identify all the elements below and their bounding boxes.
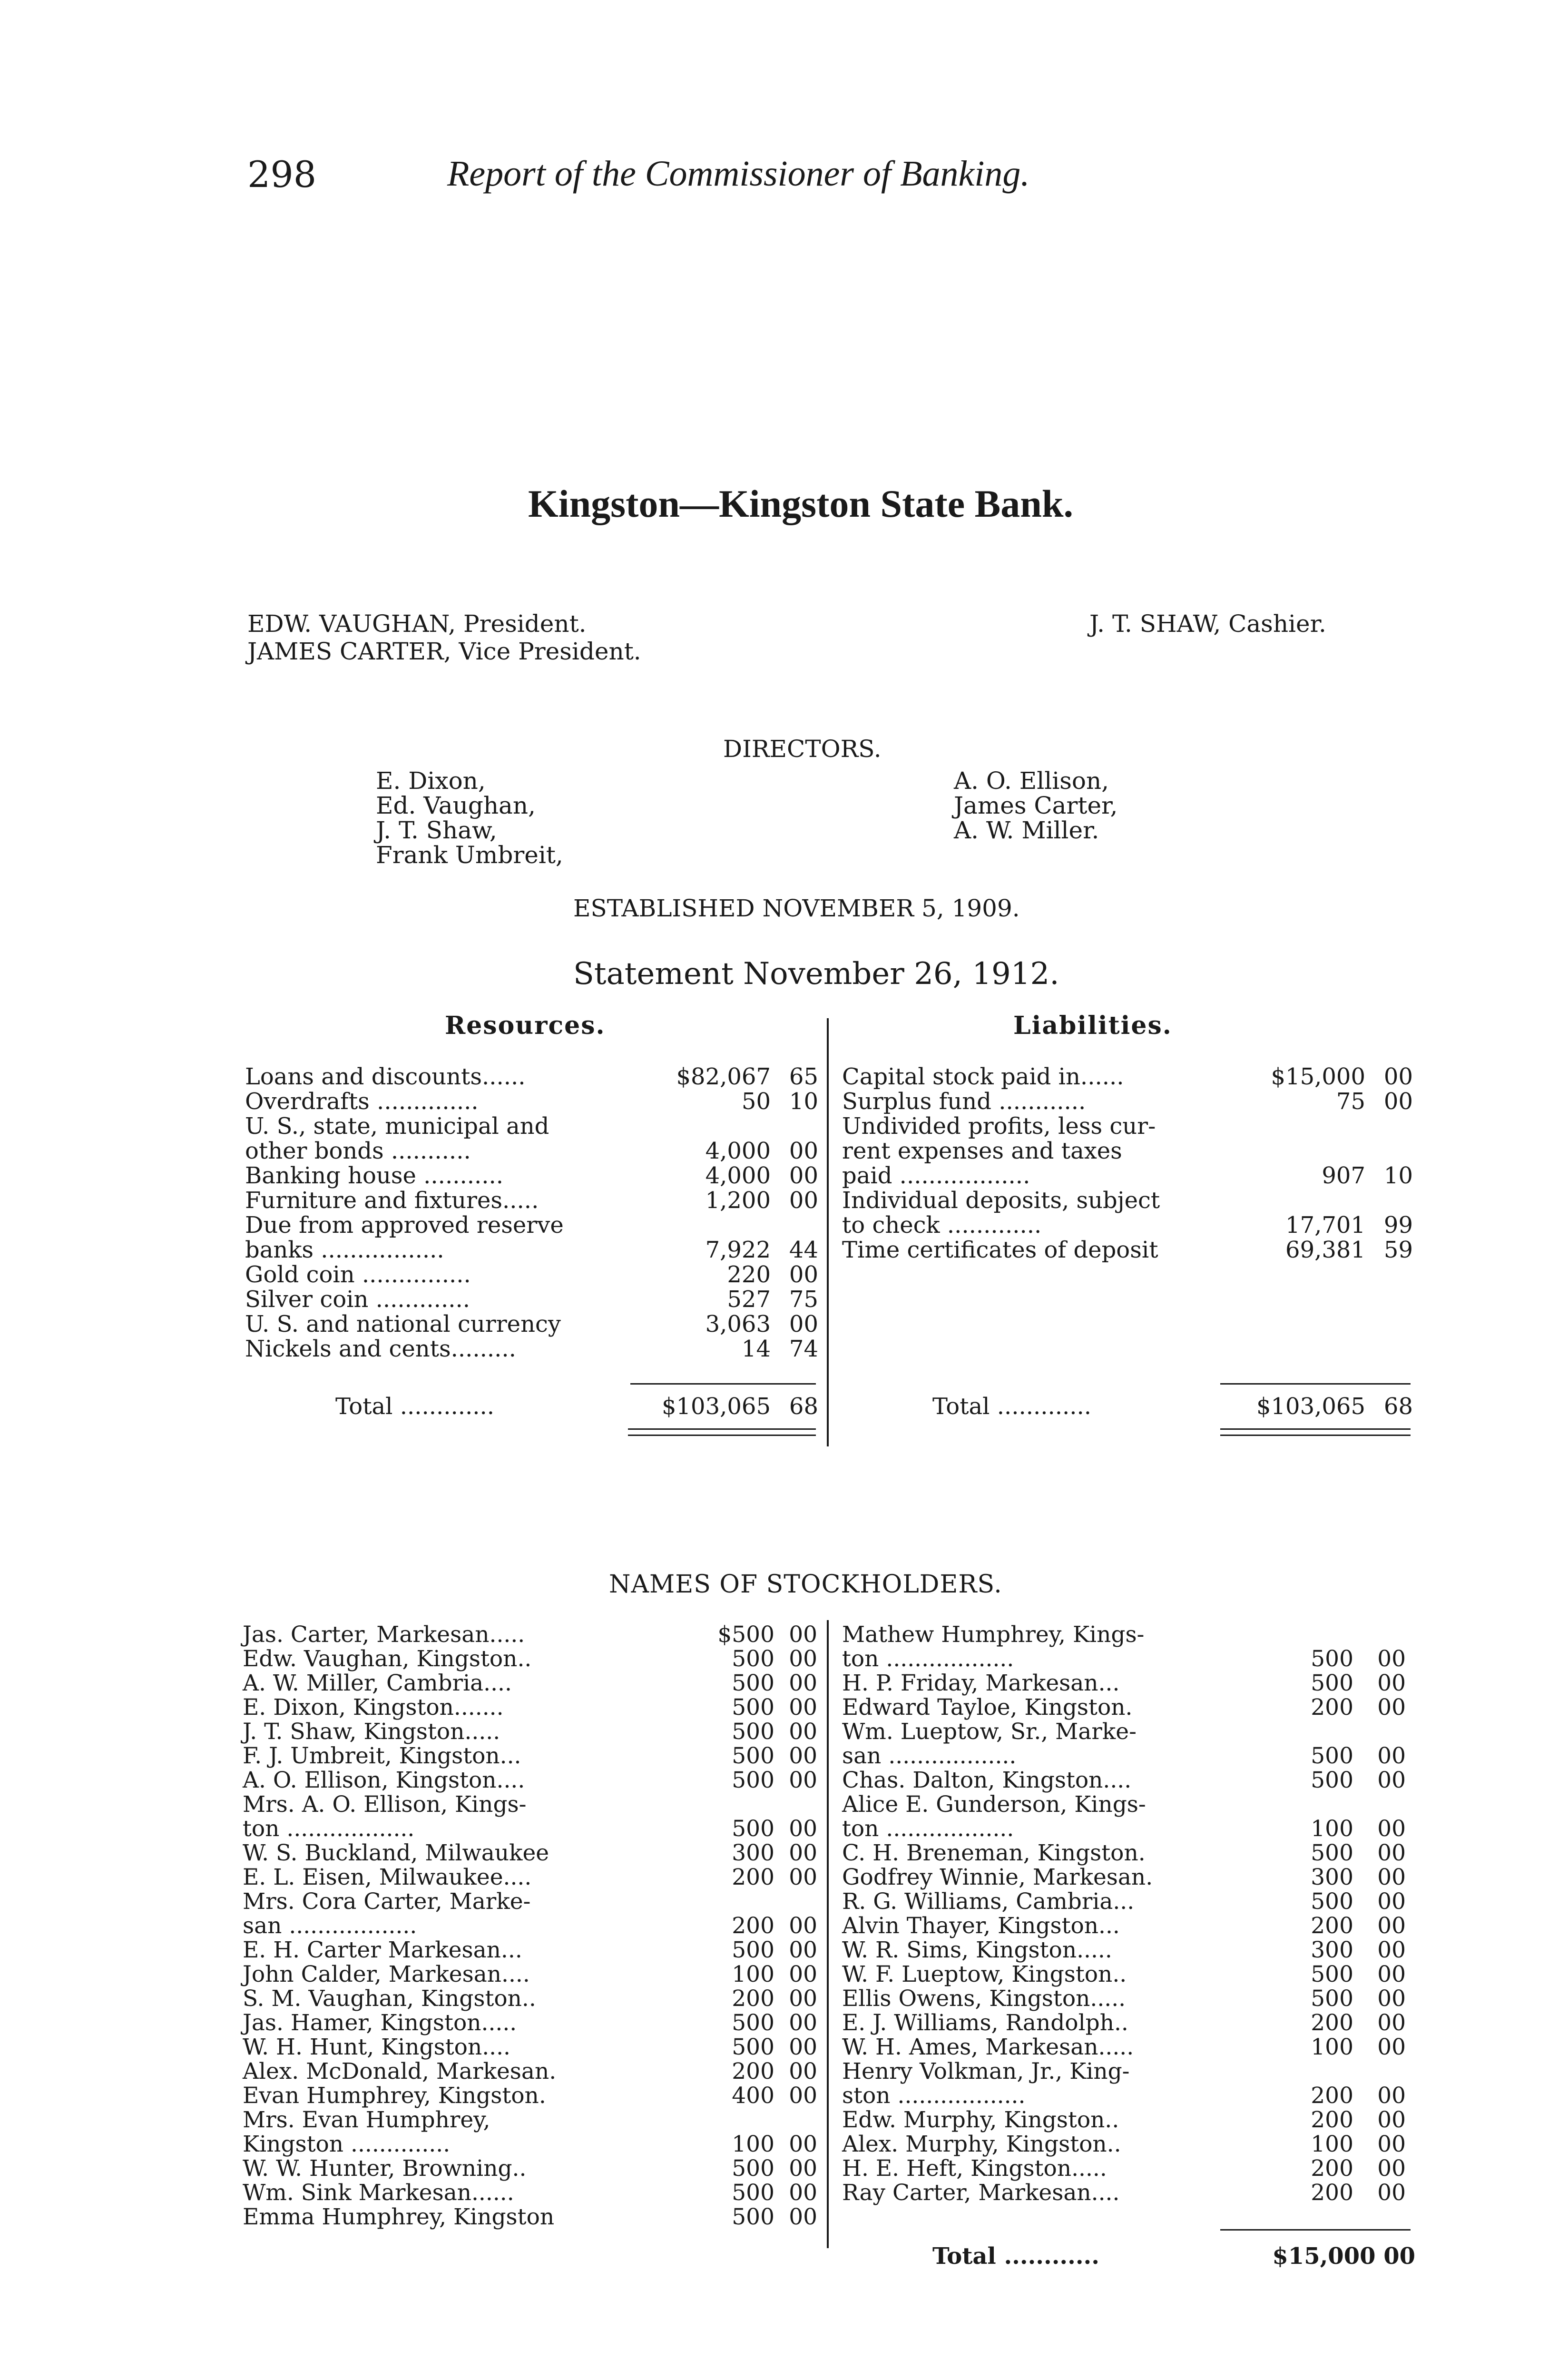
stockholder-row <box>243 1622 817 1647</box>
stockholder-row-cents: 00 <box>789 1646 817 1672</box>
stockholder-row-label: Chas. Dalton, Kingston.... <box>842 1767 1132 1793</box>
stockholder-row-label: Evan Humphrey, Kingston. <box>243 2083 546 2109</box>
resource-row-cents: 10 <box>789 1088 818 1115</box>
stockholder-row-dollars: $500 <box>717 1622 774 1648</box>
stockholder-row-label: E. J. Williams, Randolph.. <box>842 2010 1128 2036</box>
stockholder-row-cents: 00 <box>789 2034 817 2060</box>
resource-row-dollars: 1,200 <box>705 1187 771 1214</box>
resource-row <box>245 1213 818 1238</box>
liability-row <box>842 1114 1413 1139</box>
stockholders-total-rule <box>1220 2229 1411 2231</box>
bank-title: Kingston—Kingston State Bank. <box>528 482 1073 525</box>
stockholder-row-label: A. O. Ellison, Kingston.... <box>243 1767 525 1793</box>
liability-row <box>842 1064 1413 1089</box>
stockholder-row-dollars: 100 <box>1311 1816 1353 1842</box>
liability-row-label: Undivided profits, less cur- <box>842 1113 1156 1140</box>
stockholder-row-label: Alex. Murphy, Kingston.. <box>842 2131 1121 2157</box>
stockholder-row-label: Edward Tayloe, Kingston. <box>842 1694 1133 1720</box>
officers-left <box>247 610 641 665</box>
stockholder-row-label: W. H. Ames, Markesan..... <box>842 2034 1134 2060</box>
liability-row-dollars: 17,701 <box>1285 1212 1365 1239</box>
resource-row-dollars: $82,067 <box>676 1063 771 1090</box>
stockholder-row <box>842 2181 1415 2205</box>
stockholder-row <box>243 2108 817 2132</box>
liabilities-table <box>842 1064 1413 1262</box>
stockholder-row <box>842 1695 1415 1720</box>
stockholder-row-dollars: 500 <box>732 2180 774 2206</box>
stockholder-row <box>243 2084 817 2108</box>
resource-row-dollars: 14 <box>741 1336 771 1362</box>
stockholder-row <box>842 1865 1415 1889</box>
resources-total-row <box>245 1394 818 1419</box>
stockholder-row-cents: 00 <box>1377 2180 1406 2206</box>
stockholder-row <box>243 2156 817 2181</box>
stockholder-row <box>842 2035 1415 2059</box>
stockholder-row <box>243 1744 817 1768</box>
stockholder-row <box>243 2035 817 2059</box>
stockholder-row-cents: 00 <box>1377 1816 1406 1842</box>
stockholder-row-label: ston .................. <box>842 2083 1026 2109</box>
stockholder-row-label: E. L. Eisen, Milwaukee.... <box>243 1864 532 1890</box>
stockholder-row <box>842 1889 1415 1914</box>
liability-row <box>842 1089 1413 1114</box>
resource-row-label: Nickels and cents......... <box>245 1336 516 1362</box>
stockholder-row-label: W. H. Hunt, Kingston.... <box>243 2034 510 2060</box>
stockholder-row-dollars: 200 <box>1311 2010 1353 2036</box>
stockholder-row-cents: 00 <box>1377 1840 1406 1866</box>
resources-table <box>245 1064 818 1361</box>
stockholder-row-label: R. G. Williams, Cambria... <box>842 1888 1135 1915</box>
stockholder-row-cents: 00 <box>1377 2107 1406 2133</box>
stockholders-total-amount: $15,000 00 <box>1272 2243 1415 2270</box>
liability-row-dollars: 75 <box>1336 1088 1365 1115</box>
stockholder-row-label: Edw. Vaughan, Kingston.. <box>243 1646 532 1672</box>
stockholder-row-dollars: 500 <box>732 1694 774 1720</box>
stockholder-row <box>842 2156 1415 2181</box>
liabilities-heading: Liabilities. <box>1013 1011 1172 1040</box>
vice-president: JAMES CARTER, Vice President. <box>247 638 641 665</box>
stockholder-row-dollars: 200 <box>1311 2107 1353 2133</box>
stockholder-row-dollars: 200 <box>1311 1913 1353 1939</box>
liability-row-dollars: $15,000 <box>1271 1063 1365 1090</box>
stockholder-row <box>842 2059 1415 2084</box>
stockholder-row-cents: 00 <box>789 2083 817 2109</box>
resource-row-dollars: 4,000 <box>705 1138 771 1164</box>
liability-row <box>842 1188 1413 1213</box>
stockholder-row-label: Jas. Carter, Markesan..... <box>243 1622 525 1648</box>
stockholder-row-label: Wm. Sink Markesan...... <box>243 2180 514 2206</box>
stockholder-row-dollars: 500 <box>732 1646 774 1672</box>
cashier: J. T. SHAW, Cashier. <box>1089 610 1326 638</box>
resource-row-cents: 00 <box>789 1261 818 1288</box>
stockholder-row-label: John Calder, Markesan.... <box>243 1961 530 1987</box>
stockholder-row-cents: 00 <box>789 1937 817 1963</box>
stockholder-row <box>243 1768 817 1792</box>
resource-row <box>245 1238 818 1262</box>
liability-row-label: Time certificates of deposit <box>842 1237 1158 1263</box>
resource-row-cents: 74 <box>789 1336 818 1362</box>
stockholder-row-label: C. H. Breneman, Kingston. <box>842 1840 1146 1866</box>
stockholder-row <box>842 1744 1415 1768</box>
resource-row-label: U. S., state, municipal and <box>245 1113 549 1140</box>
stockholder-row-label: Alice E. Gunderson, Kings- <box>842 1791 1146 1818</box>
resource-row <box>245 1337 818 1361</box>
stockholder-row-cents: 00 <box>789 1986 817 2012</box>
resource-row-label: Silver coin ............. <box>245 1286 470 1313</box>
stockholder-row-cents: 00 <box>1377 1694 1406 1720</box>
stockholder-row-label: Ellis Owens, Kingston..... <box>842 1986 1126 2012</box>
stockholder-row <box>243 1914 817 1938</box>
resources-double-rule <box>628 1428 816 1436</box>
stockholder-row <box>842 1622 1415 1647</box>
stockholder-row <box>243 2205 817 2229</box>
stockholder-row-cents: 00 <box>1377 2155 1406 2182</box>
stockholder-row-cents: 00 <box>1377 2083 1406 2109</box>
resource-row-dollars: 50 <box>741 1088 771 1115</box>
resource-row-cents: 00 <box>789 1311 818 1337</box>
stockholder-row-label: H. P. Friday, Markesan... <box>842 1670 1120 1696</box>
stockholder-row-cents: 00 <box>1377 1888 1406 1915</box>
stockholders-left <box>243 1622 817 2229</box>
liability-row <box>842 1139 1413 1163</box>
resource-row-label: banks ................. <box>245 1237 444 1263</box>
stockholder-row <box>842 2132 1415 2156</box>
liabilities-total-cents: 68 <box>1383 1393 1413 1420</box>
stockholder-row-label: san .................. <box>842 1743 1017 1769</box>
stockholder-row-cents: 00 <box>789 1767 817 1793</box>
stockholder-row-cents: 00 <box>789 1816 817 1842</box>
resource-row <box>245 1114 818 1139</box>
statement-title: Statement November 26, 1912. <box>573 956 1059 992</box>
stockholder-row-label: Mrs. Evan Humphrey, <box>243 2107 490 2133</box>
stockholder-row-label: J. T. Shaw, Kingston..... <box>243 1719 500 1745</box>
stockholder-row-cents: 00 <box>789 1719 817 1745</box>
resource-row-label: Loans and discounts...... <box>245 1063 526 1090</box>
director: A. W. Miller. <box>954 816 1099 844</box>
stockholder-row <box>842 1720 1415 1744</box>
stockholder-row-label: W. S. Buckland, Milwaukee <box>243 1840 549 1866</box>
stockholder-row-cents: 00 <box>789 1694 817 1720</box>
stockholder-row <box>842 2011 1415 2035</box>
liability-row-dollars: 907 <box>1322 1162 1365 1189</box>
stockholder-row <box>842 1841 1415 1865</box>
directors-left <box>376 767 563 869</box>
stockholder-row-label: Ray Carter, Markesan.... <box>842 2180 1120 2206</box>
stockholder-row-label: E. Dixon, Kingston....... <box>243 1694 504 1720</box>
stockholder-row <box>243 1720 817 1744</box>
stockholder-row-label: Wm. Lueptow, Sr., Marke- <box>842 1719 1137 1745</box>
stockholder-row <box>243 1647 817 1671</box>
stockholder-row-dollars: 500 <box>732 2204 774 2230</box>
liabilities-double-rule <box>1220 1428 1411 1436</box>
stockholder-row-dollars: 500 <box>732 1743 774 1769</box>
stockholder-row <box>842 1671 1415 1695</box>
stockholder-row <box>243 1671 817 1695</box>
stockholder-row-label: F. J. Umbreit, Kingston... <box>243 1743 521 1769</box>
resource-row <box>245 1163 818 1188</box>
running-title: Report of the Commissioner of Banking. <box>447 154 1030 194</box>
resource-row <box>245 1188 818 1213</box>
resource-row <box>245 1287 818 1312</box>
liabilities-subtotal-rule <box>1220 1383 1411 1385</box>
stockholder-row-label: Henry Volkman, Jr., King- <box>842 2058 1130 2084</box>
stockholder-row <box>842 1938 1415 1962</box>
stockholders-right <box>842 1622 1415 2205</box>
resources-subtotal-rule <box>630 1383 816 1385</box>
stockholder-row-label: W. W. Hunter, Browning.. <box>243 2155 527 2182</box>
stockholder-row-label: san .................. <box>243 1913 417 1939</box>
directors-right <box>954 767 1118 844</box>
liability-row-label: paid .................. <box>842 1162 1030 1189</box>
stockholder-row-cents: 00 <box>789 2180 817 2206</box>
stockholder-row-label: A. W. Miller, Cambria.... <box>243 1670 512 1696</box>
stockholder-row <box>842 1792 1415 1817</box>
stockholder-row-cents: 00 <box>789 1622 817 1648</box>
liability-row-label: Individual deposits, subject <box>842 1187 1160 1214</box>
stockholder-row-dollars: 500 <box>732 1719 774 1745</box>
stockholder-row-label: ton .................. <box>842 1646 1014 1672</box>
stockholder-row-dollars: 500 <box>1311 1670 1353 1696</box>
resource-row-label: Due from approved reserve <box>245 1212 564 1239</box>
stockholders-divider <box>827 1620 829 2248</box>
statement-divider <box>827 1018 829 1446</box>
stockholder-row-label: Alex. McDonald, Markesan. <box>243 2058 557 2084</box>
stockholder-row <box>243 2059 817 2084</box>
stockholder-row-dollars: 400 <box>732 2083 774 2109</box>
stockholder-row-label: H. E. Heft, Kingston..... <box>842 2155 1107 2182</box>
stockholder-row-dollars: 200 <box>732 1986 774 2012</box>
stockholder-row-label: Emma Humphrey, Kingston <box>243 2204 555 2230</box>
stockholder-row-label: Mrs. Cora Carter, Marke- <box>243 1888 531 1915</box>
director: J. T. Shaw, <box>376 816 497 844</box>
stockholder-row <box>243 1817 817 1841</box>
stockholder-row-dollars: 500 <box>1311 1767 1353 1793</box>
stockholder-row-label: Godfrey Winnie, Markesan. <box>842 1864 1153 1890</box>
stockholder-row <box>842 2084 1415 2108</box>
stockholder-row <box>842 1768 1415 1792</box>
liability-row-cents: 10 <box>1383 1162 1413 1189</box>
resource-row-cents: 75 <box>789 1286 818 1313</box>
resource-row <box>245 1312 818 1337</box>
stockholder-row <box>842 1914 1415 1938</box>
stockholder-row-dollars: 200 <box>1311 2083 1353 2109</box>
stockholder-row <box>243 1841 817 1865</box>
stockholder-row-cents: 00 <box>1377 1864 1406 1890</box>
resources-total-label: Total ............. <box>335 1393 495 1420</box>
stockholder-row-cents: 00 <box>789 1840 817 1866</box>
stockholders-total-label: Total ............ <box>932 2243 1099 2270</box>
stockholder-row-dollars: 500 <box>732 1670 774 1696</box>
stockholder-row-cents: 00 <box>789 1864 817 1890</box>
resource-row <box>245 1262 818 1287</box>
resource-row-dollars: 4,000 <box>705 1162 771 1189</box>
liability-row <box>842 1213 1413 1238</box>
resource-row-label: Overdrafts .............. <box>245 1088 479 1115</box>
stockholder-row-label: Mathew Humphrey, Kings- <box>842 1622 1145 1648</box>
resource-row-label: Banking house ........... <box>245 1162 503 1189</box>
director: A. O. Ellison, <box>954 767 1109 795</box>
liability-row-label: rent expenses and taxes <box>842 1138 1122 1164</box>
stockholder-row-dollars: 500 <box>732 1816 774 1842</box>
stockholder-row <box>243 2181 817 2205</box>
stockholder-row <box>243 1865 817 1889</box>
stockholder-row <box>842 1962 1415 1986</box>
president: EDW. VAUGHAN, President. <box>247 610 587 638</box>
stockholder-row <box>842 1817 1415 1841</box>
stockholder-row-cents: 00 <box>789 2155 817 2182</box>
stockholder-row-cents: 00 <box>1377 1937 1406 1963</box>
stockholder-row-dollars: 500 <box>732 2034 774 2060</box>
stockholder-row-dollars: 100 <box>732 1961 774 1987</box>
stockholder-row-dollars: 300 <box>732 1840 774 1866</box>
page-number: 298 <box>247 153 317 196</box>
stockholder-row-cents: 00 <box>1377 1743 1406 1769</box>
stockholder-row-dollars: 200 <box>1311 1694 1353 1720</box>
stockholder-row-label: W. R. Sims, Kingston..... <box>842 1937 1112 1963</box>
stockholder-row <box>842 1647 1415 1671</box>
stockholder-row-label: E. H. Carter Markesan... <box>243 1937 522 1963</box>
resource-row-dollars: 220 <box>727 1261 771 1288</box>
stockholder-row-cents: 00 <box>1377 1670 1406 1696</box>
stockholder-row-dollars: 200 <box>732 1864 774 1890</box>
stockholder-row-label: ton .................. <box>842 1816 1014 1842</box>
liability-row <box>842 1163 1413 1188</box>
liability-row-cents: 59 <box>1383 1237 1413 1263</box>
stockholder-row-cents: 00 <box>1377 2131 1406 2157</box>
resource-row-cents: 00 <box>789 1187 818 1214</box>
liabilities-total-row <box>842 1394 1413 1419</box>
stockholder-row-cents: 00 <box>789 1961 817 1987</box>
stockholder-row-dollars: 100 <box>1311 2034 1353 2060</box>
stockholder-row-cents: 00 <box>789 1670 817 1696</box>
resource-row-dollars: 7,922 <box>705 1237 771 1263</box>
stockholder-row-label: Mrs. A. O. Ellison, Kings- <box>243 1791 527 1818</box>
stockholder-row-cents: 00 <box>789 2131 817 2157</box>
stockholder-row-cents: 00 <box>789 2058 817 2084</box>
stockholder-row-dollars: 500 <box>1311 1961 1353 1987</box>
stockholder-row-dollars: 500 <box>1311 1840 1353 1866</box>
stockholder-row-dollars: 200 <box>732 1913 774 1939</box>
stockholder-row-cents: 00 <box>1377 1767 1406 1793</box>
stockholder-row-dollars: 200 <box>732 2058 774 2084</box>
stockholder-row <box>842 1986 1415 2011</box>
stockholder-row-dollars: 500 <box>1311 1743 1353 1769</box>
stockholder-row-cents: 00 <box>789 1743 817 1769</box>
stockholder-row-cents: 00 <box>1377 1913 1406 1939</box>
resources-heading: Resources. <box>445 1011 606 1040</box>
liability-row-dollars: 69,381 <box>1285 1237 1365 1263</box>
stockholder-row-dollars: 200 <box>1311 2180 1353 2206</box>
stockholder-row-cents: 00 <box>789 2204 817 2230</box>
liability-row-cents: 00 <box>1383 1088 1413 1115</box>
director: E. Dixon, <box>376 767 486 795</box>
stockholder-row-dollars: 300 <box>1311 1864 1353 1890</box>
stockholder-row <box>243 1889 817 1914</box>
stockholder-row <box>243 1962 817 1986</box>
resources-total-dollars: $103,065 <box>661 1393 771 1420</box>
stockholder-row-dollars: 500 <box>732 2155 774 2182</box>
stockholder-row-dollars: 500 <box>732 1937 774 1963</box>
resource-row-label: Gold coin ............... <box>245 1261 471 1288</box>
stockholder-row-label: Jas. Hamer, Kingston..... <box>243 2010 517 2036</box>
stockholder-row-cents: 00 <box>1377 1986 1406 2012</box>
stockholders-heading: NAMES OF STOCKHOLDERS. <box>609 1570 1002 1599</box>
stockholder-row-label: Kingston .............. <box>243 2131 451 2157</box>
liabilities-total-dollars: $103,065 <box>1256 1393 1365 1420</box>
stockholder-row-cents: 00 <box>789 2010 817 2036</box>
stockholders-total-row <box>842 2244 1415 2269</box>
liability-row-cents: 99 <box>1383 1212 1413 1239</box>
stockholder-row-label: Edw. Murphy, Kingston.. <box>842 2107 1119 2133</box>
stockholder-row <box>243 1938 817 1962</box>
stockholder-row-cents: 00 <box>789 1913 817 1939</box>
liability-row-label: to check ............. <box>842 1212 1042 1239</box>
resource-row-cents: 65 <box>789 1063 818 1090</box>
resource-row <box>245 1089 818 1114</box>
director: Frank Umbreit, <box>376 841 563 869</box>
stockholder-row-dollars: 500 <box>1311 1888 1353 1915</box>
resource-row-dollars: 3,063 <box>705 1311 771 1337</box>
liabilities-total-label: Total ............. <box>932 1393 1092 1420</box>
stockholder-row <box>842 2108 1415 2132</box>
resource-row <box>245 1139 818 1163</box>
director: James Carter, <box>954 792 1118 819</box>
stockholder-row <box>243 1986 817 2011</box>
resource-row-dollars: 527 <box>727 1286 771 1313</box>
stockholder-row-dollars: 100 <box>732 2131 774 2157</box>
resource-row-cents: 44 <box>789 1237 818 1263</box>
liability-row <box>842 1238 1413 1262</box>
stockholder-row-cents: 00 <box>1377 1646 1406 1672</box>
stockholder-row-label: ton .................. <box>243 1816 415 1842</box>
resource-row-label: Furniture and fixtures..... <box>245 1187 539 1214</box>
stockholder-row-label: W. F. Lueptow, Kingston.. <box>842 1961 1127 1987</box>
resource-row <box>245 1064 818 1089</box>
stockholder-row-dollars: 100 <box>1311 2131 1353 2157</box>
stockholder-row-dollars: 500 <box>1311 1646 1353 1672</box>
stockholder-row-cents: 00 <box>1377 1961 1406 1987</box>
stockholder-row-cents: 00 <box>1377 2010 1406 2036</box>
established-date: ESTABLISHED NOVEMBER 5, 1909. <box>573 895 1020 922</box>
resource-row-cents: 00 <box>789 1138 818 1164</box>
liability-row-label: Capital stock paid in...... <box>842 1063 1124 1090</box>
stockholder-row-dollars: 300 <box>1311 1937 1353 1963</box>
stockholder-row-dollars: 200 <box>1311 2155 1353 2182</box>
liability-row-cents: 00 <box>1383 1063 1413 1090</box>
resource-row-cents: 00 <box>789 1162 818 1189</box>
resource-row-label: U. S. and national currency <box>245 1311 561 1337</box>
stockholder-row <box>243 1695 817 1720</box>
resources-total-cents: 68 <box>789 1393 818 1420</box>
stockholder-row-label: S. M. Vaughan, Kingston.. <box>243 1986 536 2012</box>
stockholder-row-cents: 00 <box>1377 2034 1406 2060</box>
directors-heading: DIRECTORS. <box>723 735 882 763</box>
director: Ed. Vaughan, <box>376 792 536 819</box>
stockholder-row-dollars: 500 <box>1311 1986 1353 2012</box>
stockholder-row-dollars: 500 <box>732 2010 774 2036</box>
resource-row-label: other bonds ........... <box>245 1138 471 1164</box>
stockholder-row-label: Alvin Thayer, Kingston... <box>842 1913 1120 1939</box>
stockholder-row-dollars: 500 <box>732 1767 774 1793</box>
stockholder-row <box>243 2132 817 2156</box>
liability-row-label: Surplus fund ............ <box>842 1088 1086 1115</box>
stockholder-row <box>243 1792 817 1817</box>
stockholder-row <box>243 2011 817 2035</box>
